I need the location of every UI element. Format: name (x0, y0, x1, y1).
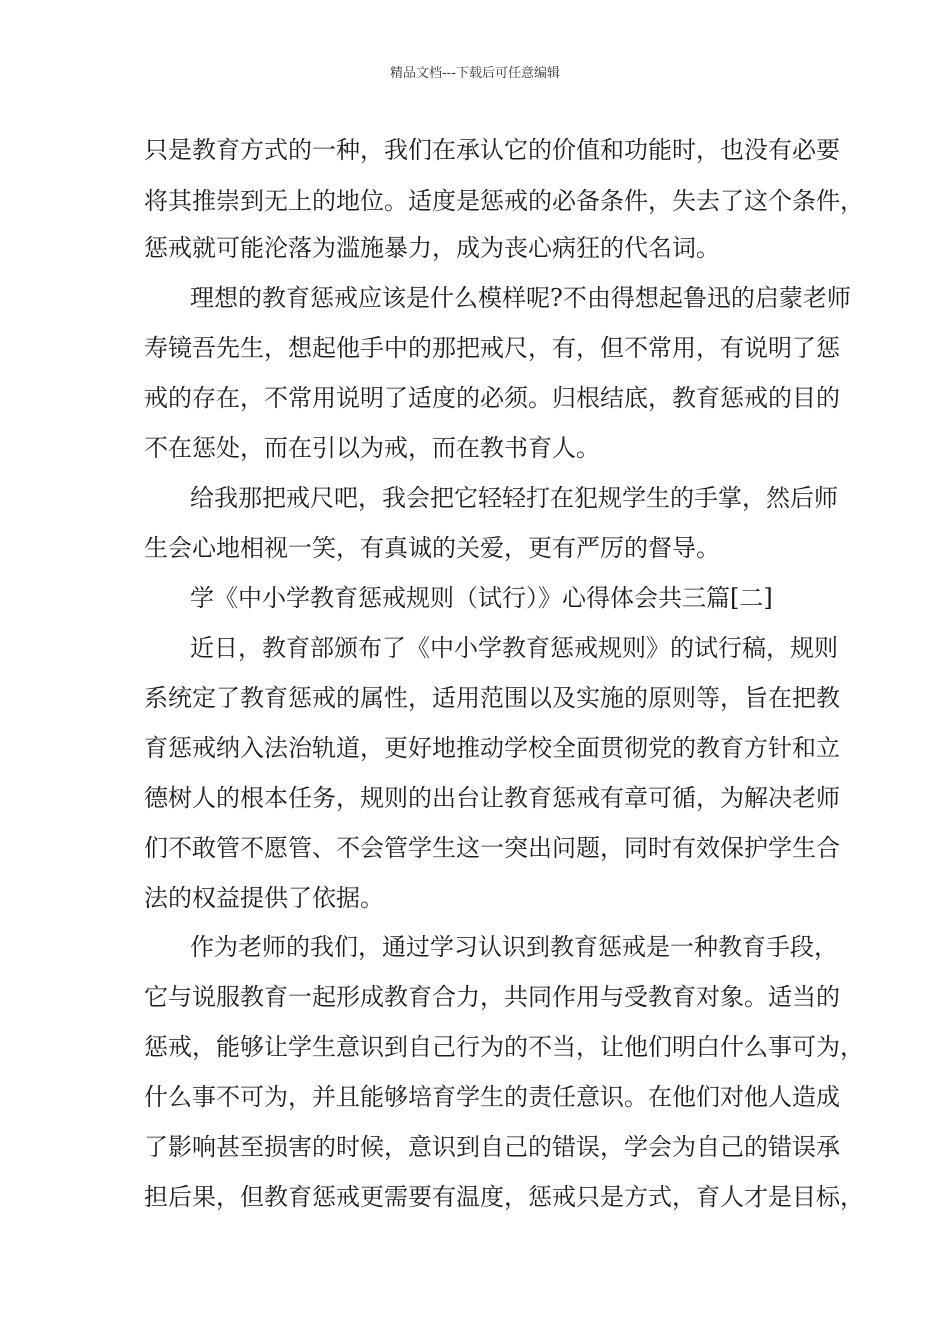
text-line: 只是教育方式的一种，我们在承认它的价值和功能时，也没有必要 (144, 136, 840, 164)
text-line: 作为老师的我们，通过学习认识到教育惩戒是一种教育手段， (190, 933, 838, 961)
text-line: 将其推崇到无上的地位。适度是惩戒的必备条件，失去了这个条件， (144, 187, 864, 215)
text-line: 了影响甚至损害的时候，意识到自己的错误，学会为自己的错误承 (144, 1133, 840, 1161)
text-line: 给我那把戒尺吧，我会把它轻轻打在犯规学生的手掌，然后师 (190, 484, 838, 512)
text-line: 德树人的根本任务，规则的出台让教育惩戒有章可循，为解决老师 (144, 784, 840, 812)
text-line: 不在惩处，而在引以为戒，而在教书育人。 (144, 434, 600, 462)
text-line: 戒的存在，不常用说明了适度的必须。归根结底，教育惩戒的目的 (144, 384, 840, 412)
text-line: 育惩戒纳入法治轨道，更好地推动学校全面贯彻党的教育方针和立 (144, 734, 840, 762)
text-line: 系统定了教育惩戒的属性，适用范围以及实施的原则等，旨在把教 (144, 684, 840, 712)
text-line: 理想的教育惩戒应该是什么模样呢?不由得想起鲁迅的启蒙老师 (190, 284, 851, 312)
text-line: 法的权益提供了依据。 (144, 884, 384, 912)
text-line: 们不敢管不愿管、不会管学生这一突出问题，同时有效保护学生合 (144, 834, 840, 862)
text-line: 近日，教育部颁布了《中小学教育惩戒规则》的试行稿，规则 (190, 634, 838, 662)
text-line: 惩戒就可能沦落为滥施暴力，成为丧心病狂的代名词。 (144, 234, 720, 262)
text-line: 生会心地相视一笑，有真诚的关爱，更有严厉的督导。 (144, 534, 720, 562)
text-line: 它与说服教育一起形成教育合力，共同作用与受教育对象。适当的 (144, 983, 840, 1011)
text-line: 寿镜吾先生，想起他手中的那把戒尺，有，但不常用，有说明了惩 (144, 334, 840, 362)
page-header: 精品文档---下载后可任意编辑 (389, 66, 561, 81)
text-line: 担后果，但教育惩戒更需要有温度，惩戒只是方式，育人才是目标， (144, 1183, 864, 1211)
text-line: 惩戒，能够让学生意识到自己行为的不当，让他们明白什么事可为， (144, 1033, 864, 1061)
section-title: 学《中小学教育惩戒规则（试行）》心得体会共三篇[二] (190, 584, 773, 612)
text-line: 什么事不可为，并且能够培育学生的责任意识。在他们对他人造成 (144, 1083, 840, 1111)
